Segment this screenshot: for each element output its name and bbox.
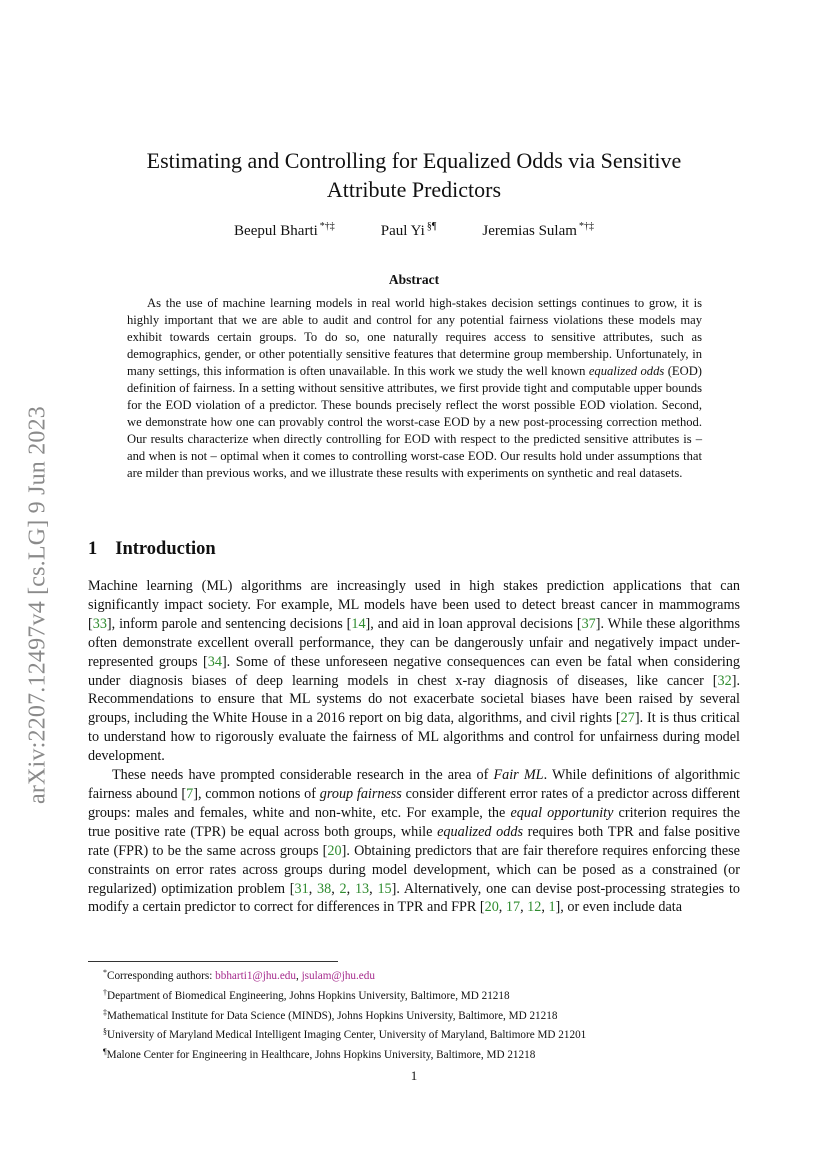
citation-link[interactable]: 20 — [484, 899, 499, 916]
citation-link[interactable]: 2 — [339, 880, 347, 897]
author-name: Paul Yi — [380, 223, 425, 239]
citation-link[interactable]: 15 — [377, 880, 392, 897]
email-link[interactable]: bbharti1@jhu.edu — [215, 970, 296, 982]
citation-link[interactable]: 20 — [327, 842, 342, 859]
footnote-mark: † — [103, 987, 107, 997]
page-number: 1 — [410, 1068, 418, 1083]
abstract-text: As the use of machine learning models in real world high-stakes decision settings continues to grow, it is highly important that we are able to audit and control for any potential fairness violations these models may exhibit towards certain groups. To do so, one naturally requires access to sensitive attributes, such as demographics, gender, or other potentially sensitive features that determine group membership. Unfortunately, in many settings, this information is often unavailable. In this work we study the well known equalized odds (EOD) definition of fairness. In a setting without sensitive attributes, we first provide tight and computable upper bounds for the EOD violation of a predictor. These bounds precisely reflect the worst possible EOD violation. Second, we demonstrate how one can provably control the worst-case EOD by a new post-processing correction method. Our results characterize when directly controlling for EOD with respect to the predicted sensitive attributes is – and when is not – optimal when it comes to controlling worst-case EOD. Our results hold under assumptions that are milder than previous works, and we illustrate these results with experiments on synthetic and real datasets. — [127, 296, 702, 480]
author-affiliation-marks: *†‡ — [578, 221, 594, 232]
footnote-mark: * — [103, 968, 107, 977]
paragraph: Machine learning (ML) algorithms are increasingly used in high stakes prediction applications that can significantly impact society. For example, ML models have been used to detect breast cancer in mammograms [33], inform parole and sentencing decisions [14], and aid in loan approval decisions [37]. While these algorithms often demonstrate excellent overall performance, they can be dangerously unfair and negatively impact under-represented groups [34]. Some of these unforeseen negative consequences can even be fatal when considering under diagnosis biases of deep learning models in chest x-ray diagnosis of diseases, like cancer [32]. Recommendations to ensure that ML systems do not exacerbate societal biases have been raised by several groups, including the White House in a 2016 report on big data, algorithms, and civil rights [27]. It is thus critical to understand how to rigorously evaluate the fairness of ML algorithms and control for unfairness during model development. — [88, 578, 740, 765]
author-list — [88, 221, 740, 240]
paragraph: These needs have prompted considerable research in the area of Fair ML. While definitions of algorithmic fairness abound [7], common notions of group fairness consider different error rates of a predictor across different groups: males and females, white and non-white, etc. For example, the equal opportunity criterion requires the true positive rate (TPR) be equal across both groups, while equalized odds requires both TPR and false positive rate (FPR) to be the same across groups [20]. Obtaining predictors that are fair therefore requires enforcing these constraints on error rates across groups during model development, which can be posed as a constrained (or regularized) optimization problem [31, 38, 2, 13, 15]. Alternatively, one can devise post-processing strategies to modify a certain predictor to correct for differences in TPR and FPR [20, 17, 12, 1], or even include data — [88, 767, 741, 916]
footnote-divider — [88, 961, 338, 962]
abstract-heading: Abstract — [388, 272, 440, 287]
emphasis: equalized odds — [437, 823, 523, 840]
author-affiliation-marks: *†‡ — [319, 221, 335, 232]
section-heading — [88, 539, 216, 560]
citation-link[interactable]: 13 — [354, 880, 370, 897]
footnotes — [103, 965, 743, 1064]
citation-link[interactable]: 27 — [620, 710, 635, 727]
section-title: Introduction — [115, 539, 216, 559]
paper-title — [88, 146, 740, 204]
citation-link[interactable]: 34 — [207, 653, 222, 670]
citation-link[interactable]: 17 — [505, 899, 521, 916]
citation-link[interactable]: 1 — [548, 899, 556, 916]
footnote-mark: § — [103, 1027, 107, 1037]
title-line-1: Estimating and Controlling for Equalized Odds via Sensitive — [146, 148, 682, 173]
author-name: Beepul Bharti — [234, 223, 318, 239]
citation-link[interactable]: 14 — [351, 615, 366, 632]
footnote: ‡Mathematical Institute for Data Science (MINDS), Johns Hopkins University, Baltimore, MD 21218 — [103, 1007, 558, 1022]
author-name: Jeremias Sulam — [482, 223, 577, 239]
author — [381, 221, 437, 240]
emphasis: Fair ML — [493, 767, 544, 784]
citation-link[interactable]: 31 — [294, 880, 309, 897]
emphasis: equal opportunity — [510, 804, 614, 821]
emphasis: group fairness — [319, 785, 402, 802]
body-text — [88, 577, 740, 917]
footnote-mark: ‡ — [103, 1007, 107, 1017]
footnote: §University of Maryland Medical Intelligent Imaging Center, University of Maryland, Baltimore MD 21201 — [103, 1027, 587, 1042]
email-link[interactable]: jsulam@jhu.edu — [301, 970, 375, 982]
title-line-2: Attribute Predictors — [326, 177, 502, 202]
citation-link[interactable]: 33 — [92, 615, 107, 632]
author-affiliation-marks: §¶ — [426, 221, 437, 232]
citation-link[interactable]: 12 — [527, 899, 542, 916]
footnote-mark: ¶ — [103, 1047, 107, 1057]
footnote: †Department of Biomedical Engineering, Johns Hopkins University, Baltimore, MD 21218 — [103, 987, 510, 1002]
author — [234, 221, 335, 240]
emphasis: equalized odds — [588, 364, 665, 378]
author — [482, 221, 594, 240]
section-number: 1 — [88, 539, 98, 559]
citation-link[interactable]: 32 — [717, 672, 732, 689]
arxiv-identifier: arXiv:2207.12497v4 [cs.LG] 9 Jun 2023 — [24, 405, 51, 805]
citation-link[interactable]: 7 — [186, 785, 194, 802]
footnote: *Corresponding authors: bbharti1@jhu.edu, jsulam@jhu.edu — [103, 968, 375, 982]
citation-link[interactable]: 37 — [581, 615, 596, 632]
footnote: ¶Malone Center for Engineering in Healthcare, Johns Hopkins University, Baltimore, MD 21218 — [103, 1047, 536, 1062]
citation-link[interactable]: 38 — [317, 880, 332, 897]
